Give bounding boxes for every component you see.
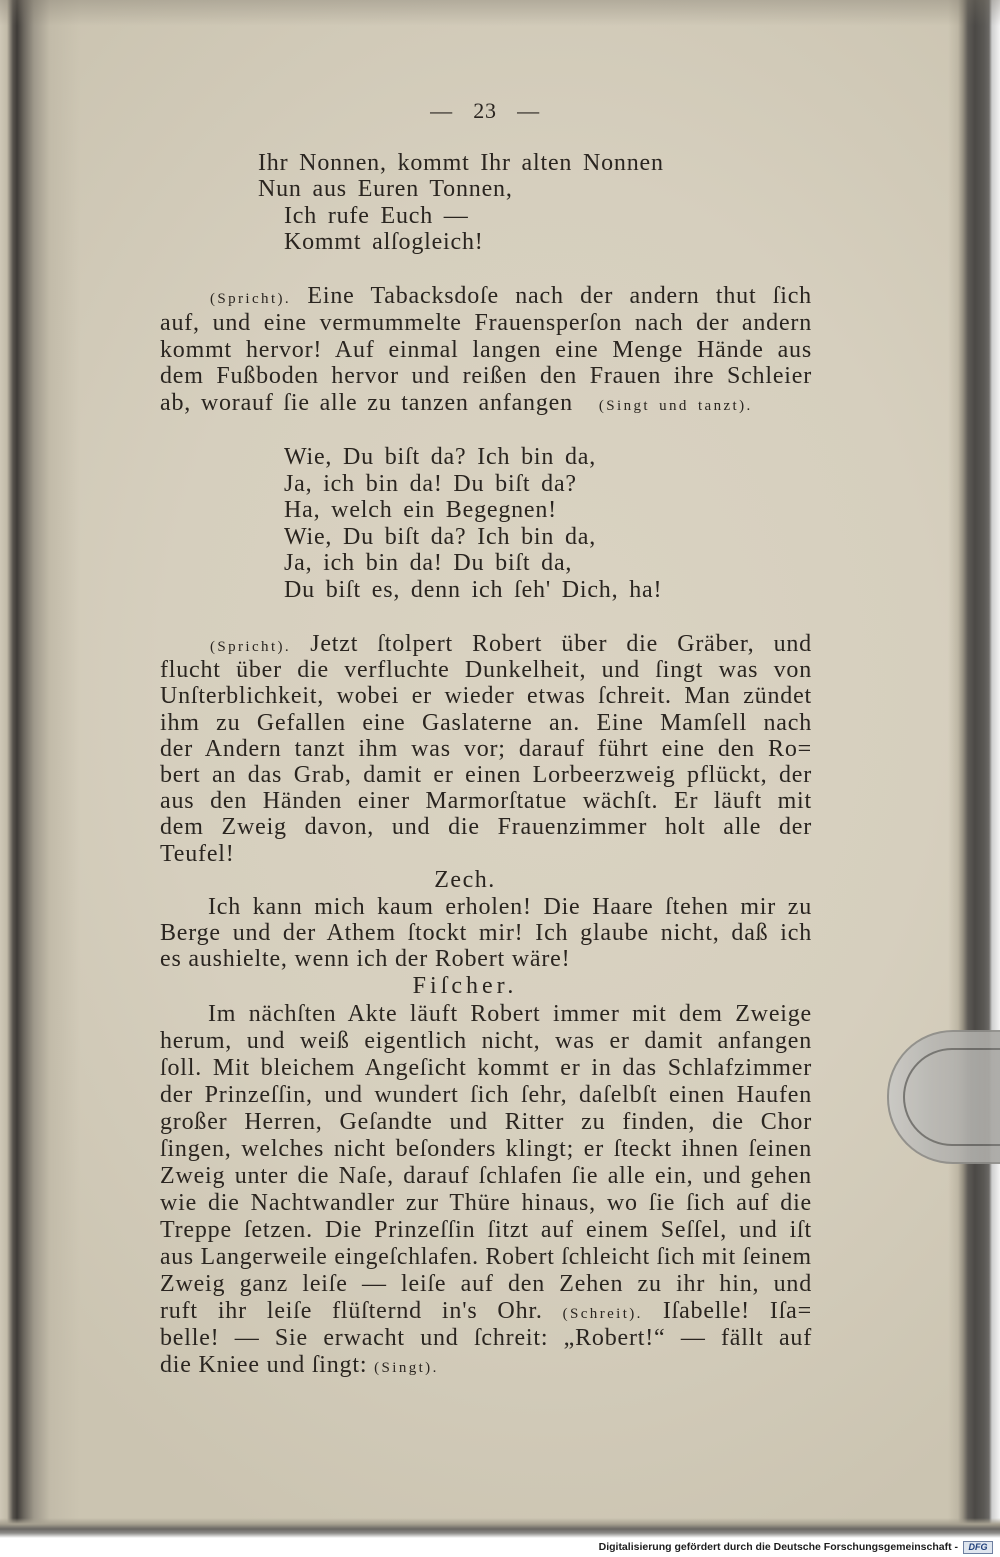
prose-line: Unſterblichkeit, wobei er wieder etwas ſchreit. Man zündet bbox=[160, 683, 812, 710]
prose-line: auf, und eine vermummelte Frauensperſon nach der andern bbox=[160, 309, 812, 336]
stage-direction: (Singt und tanzt). bbox=[598, 398, 753, 414]
prose-text: ab, worauf ſie alle zu tanzen anfangen bbox=[160, 390, 573, 416]
prose-line: kommt hervor! Auf einmal langen eine Menge Hände aus bbox=[160, 336, 812, 363]
stage-direction: (Spricht). bbox=[210, 639, 292, 655]
book-board-edge bbox=[948, 0, 1000, 1538]
speech-line: es aushielte, wenn ich der Robert wäre! bbox=[160, 946, 571, 972]
speech-line: belle! — Sie erwacht und ſchreit: „Robert!“ — fällt auf bbox=[160, 1325, 812, 1351]
verse-line: Wie, Du biſt da? Ich bin da, bbox=[284, 523, 597, 550]
prose-text: Eine Tabacksdoſe nach der andern thut ſich bbox=[307, 283, 812, 309]
verse-line: Kommt alſogleich! bbox=[284, 228, 484, 255]
speech-text: die Kniee und ſingt: bbox=[160, 1352, 368, 1378]
prose-line: aus den Händen einer Marmorſtatue wächſt. Er läuft mit bbox=[160, 788, 812, 815]
speaker-name: Fiſcher. bbox=[412, 973, 518, 999]
prose-line bbox=[160, 631, 812, 657]
speech-line: ſingen, welches nicht beſonders klingt; er ſteckt ihnen ſeinen bbox=[160, 1136, 812, 1162]
prose-line: bert an das Grab, damit er einen Lorbeerzweig pflückt, der bbox=[160, 762, 812, 789]
dfg-logo: DFG bbox=[963, 1541, 993, 1554]
speech-line: herum, und weiß eigentlich nicht, was er damit anfangen bbox=[160, 1028, 812, 1054]
speaker-name: Zech. bbox=[434, 867, 496, 893]
page-clip-outline bbox=[903, 1048, 1000, 1146]
verse-line: Wie, Du biſt da? Ich bin da, bbox=[284, 444, 597, 470]
speech-line: Ich kann mich kaum erholen! Die Haare ſtehen mir zu bbox=[208, 894, 812, 920]
digitization-credit: Digitalisierung gefördert durch die Deutsche Forschungsgemeinschaft - bbox=[598, 1541, 958, 1553]
verse-line: Ha, welch ein Begegnen! bbox=[284, 497, 557, 524]
verse-block-1 bbox=[258, 150, 664, 255]
speech-line bbox=[160, 1298, 812, 1325]
verse-line: Nun aus Euren Tonnen, bbox=[258, 176, 513, 203]
prose-line: dem Fußboden hervor und reißen den Frauen ihre Schleier bbox=[160, 363, 812, 390]
speech-line: Berge und der Athem ſtockt mir! Ich glaube nicht, daß ich bbox=[160, 920, 812, 946]
speech-line: aus Langerweile eingeſchlafen. Robert ſchleicht ſich mit ſeinem bbox=[160, 1244, 812, 1270]
prose-line: der Andern tanzt ihm was vor; darauf führt eine den Ro= bbox=[160, 735, 812, 762]
page-bottom-edge bbox=[0, 1518, 1000, 1538]
prose-text: Jetzt ſtolpert Robert über die Gräber, und bbox=[310, 631, 812, 657]
prose-line: dem Zweig davon, und die Frauenzimmer holt alle der bbox=[160, 814, 812, 841]
speech-text: Iſabelle! Iſa= bbox=[662, 1298, 812, 1324]
speech-line: wie die Nachtwandler zur Thüre hinaus, wo ſie ſich auf die bbox=[160, 1190, 812, 1216]
prose-line: Teufel! bbox=[160, 840, 235, 867]
verse-line: Du biſt es, denn ich ſeh' Dich, ha! bbox=[284, 576, 663, 603]
speech-line: großer Herren, Geſandte und Ritter zu finden, die Chor bbox=[160, 1109, 812, 1135]
speech-fischer bbox=[160, 1001, 812, 1379]
verse-line: Ja, ich bin da! Du biſt da? bbox=[284, 470, 577, 497]
book-gutter-shadow bbox=[0, 0, 80, 1538]
prose-paragraph-2 bbox=[160, 631, 812, 867]
stage-direction: (Schreit). bbox=[562, 1306, 643, 1322]
prose-line: ihm zu Gefallen eine Gaslaterne an. Eine Mamſell nach bbox=[160, 709, 812, 736]
speech-line: der Prinzeſſin, und wundert ſich ſehr, daſelbſt einen Haufen bbox=[160, 1082, 812, 1108]
verse-block-2 bbox=[284, 444, 662, 604]
page-clip bbox=[887, 1030, 1000, 1164]
verse-line: Ihr Nonnen, kommt Ihr alten Nonnen bbox=[258, 150, 664, 176]
speech-line bbox=[160, 1352, 812, 1379]
stage-direction: (Singt). bbox=[374, 1360, 439, 1376]
speech-line: Treppe ſetzen. Die Prinzeſſin ſitzt auf einem Seſſel, und iſt bbox=[160, 1217, 812, 1243]
prose-line: flucht über die verfluchte Dunkelheit, und ſingt was von bbox=[160, 657, 812, 684]
prose-paragraph-1 bbox=[160, 283, 812, 417]
speech-line: Zweig ganz leiſe — leiſe auf den Zehen zu ihr hin, und bbox=[160, 1271, 812, 1297]
verse-line: Ja, ich bin da! Du biſt da, bbox=[284, 550, 573, 577]
speech-line: Zweig unter die Naſe, darauf ſchlafen ſie alle ein, und gehen bbox=[160, 1163, 812, 1189]
prose-line bbox=[160, 283, 812, 310]
stage-direction: (Spricht). bbox=[210, 291, 292, 307]
prose-line bbox=[160, 390, 812, 417]
speech-line: Im nächſten Akte läuft Robert immer mit dem Zweige bbox=[208, 1001, 812, 1027]
page-top-shade bbox=[0, 0, 1000, 26]
page-number: — 23 — bbox=[430, 98, 540, 123]
speech-line: ſoll. Mit bleichem Angeſicht kommt er in das Schlafzimmer bbox=[160, 1055, 812, 1081]
verse-line: Ich rufe Euch — bbox=[284, 202, 469, 229]
speech-text: ruft ihr leiſe flüſternd in's Ohr. bbox=[160, 1298, 543, 1324]
speech-zech bbox=[160, 894, 812, 972]
